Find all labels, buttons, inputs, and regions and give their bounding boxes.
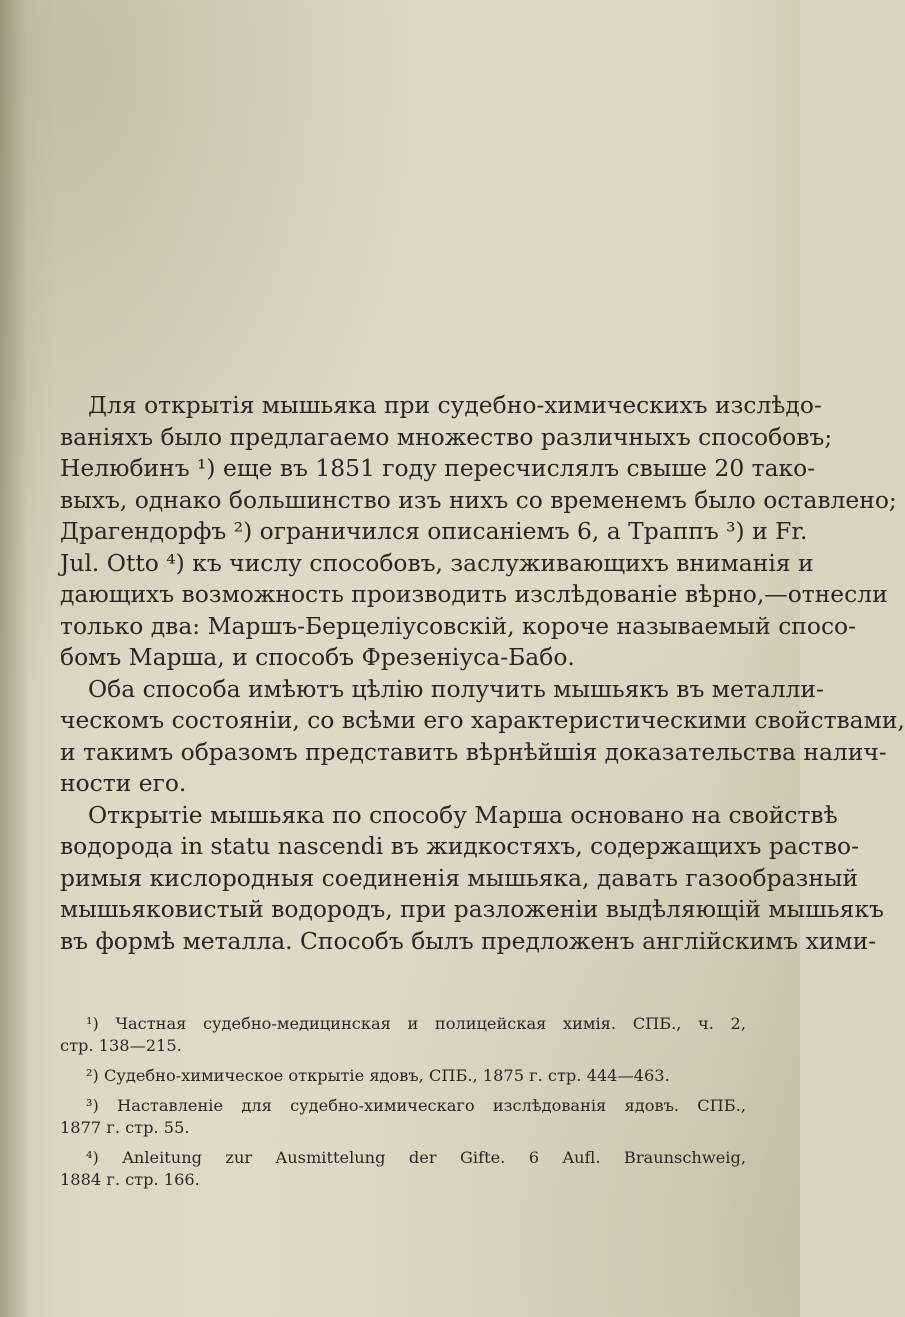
footnote bbox=[60, 1147, 746, 1191]
text-line: ваніяхъ было предлагаемо множество различныхъ способовъ; bbox=[60, 422, 833, 451]
text-line: римыя кислородныя соединенія мышьяка, давать газообразный bbox=[60, 863, 859, 892]
text-line: ности его. bbox=[60, 769, 187, 797]
main-text bbox=[60, 390, 905, 957]
text-line: Нелюбинъ ¹) еще въ 1851 году пересчислялъ свыше 20 тако- bbox=[60, 454, 816, 482]
footnote-line: 1884 г. стр. 166. bbox=[60, 1170, 200, 1189]
text-line: и такимъ образомъ представить вѣрнѣйшія доказательства налич- bbox=[60, 737, 887, 766]
footnote-text: Наставленіе для судебно-химическаго изслѣдованія ядовъ. СПБ., bbox=[117, 1096, 746, 1115]
footnote-line bbox=[60, 1065, 746, 1087]
footnote-text: Судебно-химическое открытіе ядовъ, СПБ., 1875 г. стр. 444—463. bbox=[103, 1066, 670, 1085]
text-line: Jul. Otto ⁴) къ числу способовъ, заслуживающихъ вниманія и bbox=[60, 548, 814, 577]
footnote bbox=[60, 1095, 746, 1139]
text-line: Драгендорфъ ²) ограничился описаніемъ 6, а Траппъ ³) и Fr. bbox=[60, 517, 808, 545]
page-edge-shadow bbox=[0, 0, 28, 1317]
text-line: дающихъ возможность производить изслѣдованіе вѣрно,—отнесли bbox=[60, 580, 888, 608]
text-line: въ формѣ металла. Способъ былъ предложенъ англійскимъ хими- bbox=[60, 926, 877, 955]
footnote-line bbox=[60, 1095, 746, 1117]
footnote bbox=[60, 1013, 746, 1057]
footnote-mark: ⁴) bbox=[86, 1148, 99, 1167]
text-line: выхъ, однако большинство изъ нихъ со временемъ было оставлено; bbox=[60, 485, 897, 514]
text-line: Открытіе мышьяка по способу Марша основано на свойствѣ bbox=[88, 800, 838, 829]
footnote-mark: ¹) bbox=[86, 1014, 99, 1033]
text-line: мышьяковистый водородъ, при разложеніи выдѣляющій мышьякъ bbox=[60, 895, 884, 923]
text-line: Оба способа имѣютъ цѣлію получить мышьякъ въ металли- bbox=[88, 674, 824, 703]
text-line: бомъ Марша, и способъ Фрезеніуса-Бабо. bbox=[60, 643, 575, 671]
footnote-text: Anleitung zur Ausmittelung der Gifte. 6 Aufl. Braunschweig, bbox=[122, 1148, 746, 1167]
text-line: Для открытія мышьяка при судебно-химическихъ изслѣдо- bbox=[88, 391, 822, 419]
text-line: только два: Маршъ-Берцеліусовскій, короче называемый спосо- bbox=[60, 611, 857, 640]
footnote-mark: ³) bbox=[86, 1096, 99, 1115]
footnote-line: стр. 138—215. bbox=[60, 1036, 182, 1055]
footnotes bbox=[60, 1013, 746, 1199]
footnote-line bbox=[60, 1147, 746, 1169]
text-line: ческомъ состояніи, со всѣми его характеристическими свойствами, bbox=[60, 706, 905, 734]
footnote-line: 1877 г. стр. 55. bbox=[60, 1118, 190, 1137]
footnote bbox=[60, 1065, 746, 1087]
text-line: водорода in statu nascendi въ жидкостяхъ, содержащихъ раство- bbox=[60, 832, 859, 860]
footnote-line bbox=[60, 1013, 746, 1035]
footnote-text: Частная судебно-медицинская и полицейская химія. СПБ., ч. 2, bbox=[115, 1014, 746, 1033]
footnote-mark: ²) bbox=[86, 1066, 99, 1085]
